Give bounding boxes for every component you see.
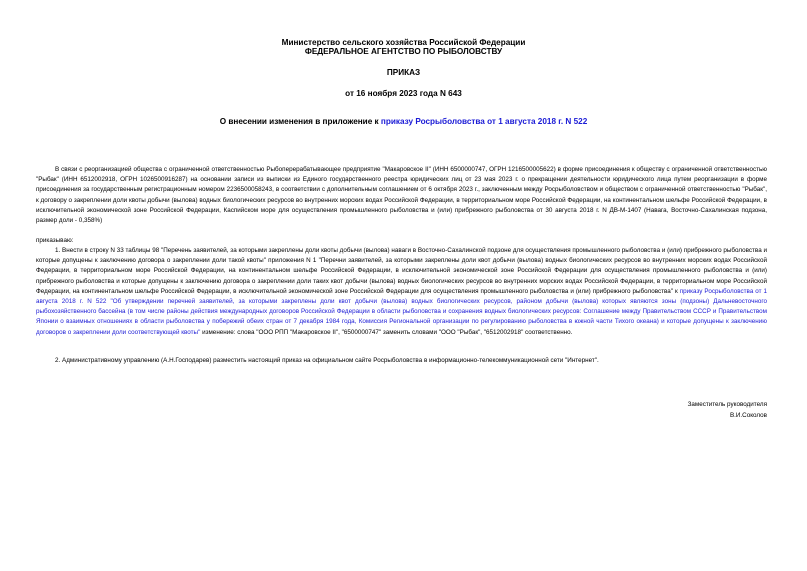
orders-label: приказываю: bbox=[36, 237, 74, 244]
item1-text-end: изменение: слова "ООО РПП "Макаровское II", "6500000747" заменить словами "ООО "Рыбак", "6512002918" соответственно. bbox=[200, 328, 573, 336]
item1-order-title-tail-link[interactable]: , Комиссия Региональной организации по регулированию рыболовства в южной части Тихого океана) и которые допущены к заключению договоров о закреплении доли соответствующей квоты" bbox=[36, 318, 767, 336]
agency-heading: ФЕДЕРАЛЬНОЕ АГЕНТСТВО ПО РЫБОЛОВСТВУ bbox=[304, 47, 503, 56]
item1-order-title-link[interactable]: "Об утверждении перечней заявителей, за которыми закреплены доли квот добычи (вылова) водных биологических ресурсов, районом добычи (вылова) которых являются зоны (подзоны) Дальневосточного рыбохозяйственного бассейна (в том числе районы действия международных договоров Российской Федерации в области рыболовства и сохранения водных биологических ресурсов: bbox=[36, 298, 767, 316]
item1-agreement-link[interactable]: Соглашение между Правительством СССР и Правительством Японии о взаимных отношениях в области рыболовства у побережий обеих стран от 7 декабря 1984 года bbox=[36, 308, 767, 326]
ministry-heading: Министерство сельского хозяйства Российской Федерации bbox=[281, 38, 526, 47]
subject-heading bbox=[0, 117, 807, 127]
order-item-1 bbox=[36, 246, 767, 338]
preamble-paragraph: В связи с реорганизацией общества с ограниченной ответственностью Рыбоперерабатывающее предприятие "Макаровское II" (ИНН 6500000747, ОГРН 1216500005622) в форме присоединения к обществу с ограниченной ответственностью "Рыбак" (ИНН 6512002918, ОГРН 1026500916287) на основании записи из выписки из Единого государственного реестра юридических лиц от 23 мая 2023 г. о прекращении деятельности юридического лица путем реорганизации в форме присоединения за государственным регистрационным номером 2236500058243, в соответствии с дополнительным соглашением от 6 октября 2023 г., заключенным между Росрыболовством и обществом с ограниченной ответственностью "Рыбак", к договору о закреплении доли квоты добычи (вылова) водных биологических ресурсов во внутренних морских водах Российской Федерации, в территориальном море Российской Федерации, на континентальном шельфе Российской Федерации, в исключительной экономической зоне Российской Федерации, Каспийском море для осуществления промышленного рыболовства и (или) прибрежного рыболовства от 30 августа 2018 г. N ДВ-М-1407 (Навага, Восточно-Сахалинская подзона, размер доли - 0,358%) bbox=[36, 166, 767, 225]
order-item-2: 2. Административному управлению (А.Н.Господарев) разместить настоящий приказ на официальном сайте Росрыболовства в информационно-телекоммуникационной сети "Интернет". bbox=[55, 357, 599, 364]
item1-order-link[interactable]: приказу Росрыболовства от 1 августа 2018 г. N 522 bbox=[36, 287, 767, 306]
subject-order-link[interactable]: приказу Росрыболовства от 1 августа 2018 г. N 522 bbox=[380, 117, 588, 126]
signatory-name: В.И.Соколов bbox=[729, 412, 767, 419]
subject-prefix: О внесении изменения в приложение к bbox=[219, 117, 381, 126]
item1-text-start: 1. Внести в строку N 33 таблицы 98 "Перечень заявителей, за которыми закреплены доли квоты добычи (вылова) наваги в Восточно-Сахалинской подзоне для осуществления промышленного рыболовства и (или) прибрежного рыболовства и которые допущены к заключению договора о закреплении доли такой квоты" приложения N 1 "Перечни заявителей, за которыми закреплены доли квот добычи (вылова) водных биологических ресурсов во внутренних морских водах Российской Федерации, в территориальном море Российской Федерации, на континентальном шельфе Российской Федерации, в исключительной экономической зоне Российской Федерации для осуществления промышленного рыболовства и (или) прибрежного рыболовства и которые допущены к заключению договора о закреплении доли таких квот добычи (вылова) водных биологических ресурсов во внутренних морских водах Российской Федерации, в территориальном море Российской Федерации, на континентальном шельфе Российской Федерации, в исключительной экономической зоне Российской Федерации для осуществления промышленного рыболовства и (или) прибрежного рыболовства" к bbox=[36, 247, 767, 295]
document-type-heading: ПРИКАЗ bbox=[386, 68, 421, 77]
signatory-title: Заместитель руководителя bbox=[687, 401, 767, 408]
date-number-heading: от 16 ноября 2023 года N 643 bbox=[345, 89, 462, 98]
